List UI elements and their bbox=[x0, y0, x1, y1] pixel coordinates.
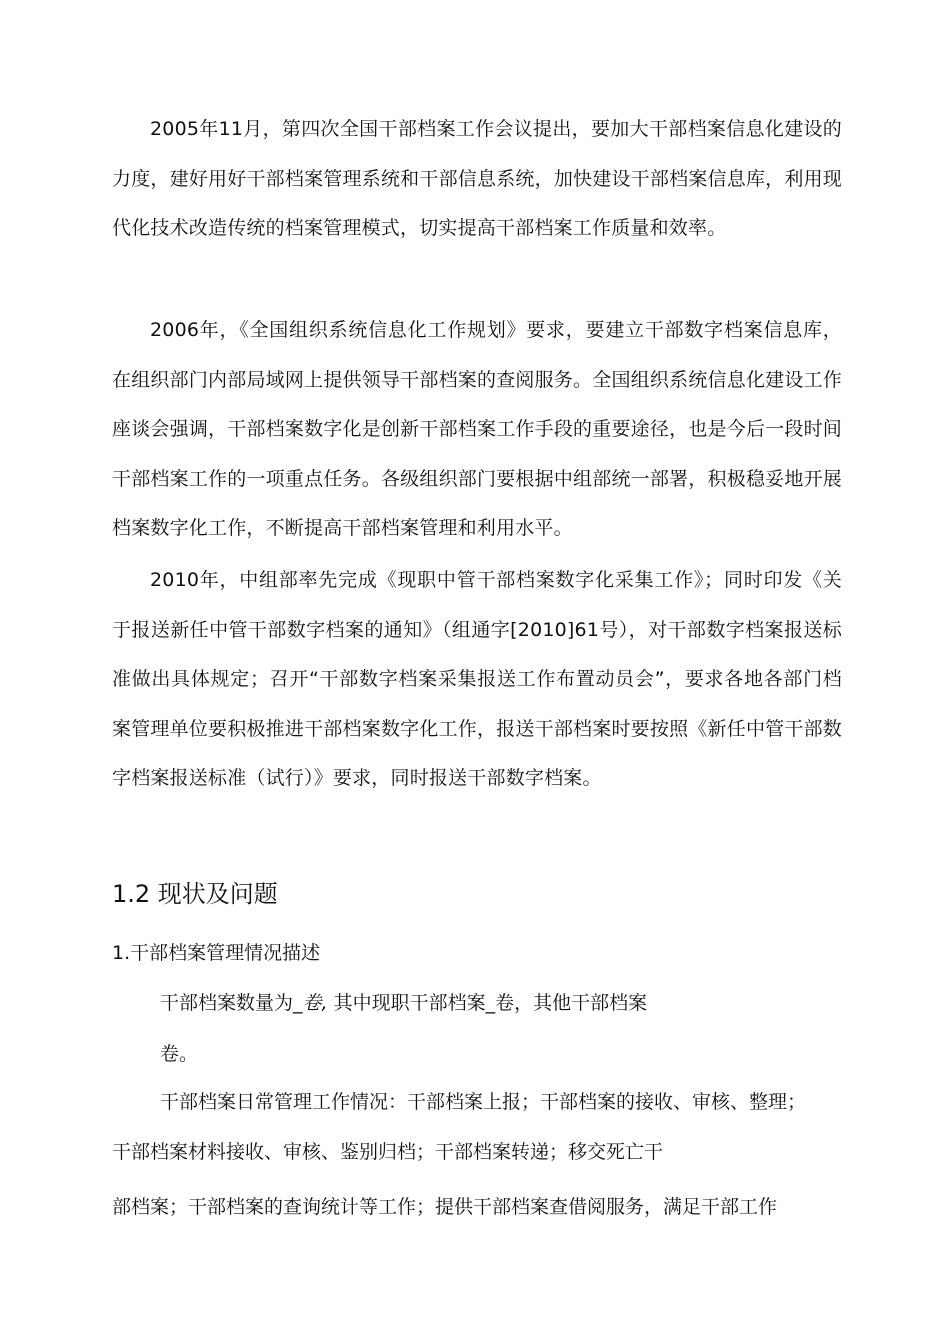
paragraph-2006: 2006年，《全国组织系统信息化工作规划》要求，要建立干部数字档案信息库，在组织部门内部局域网上提供领导干部档案的查阅服务。全国组织系统信息化建设工作座谈会强调，干部档案数字化是创新干部档案工作手段的重要途径，也是今后一段时间干部档案工作的一项重点任务。各级组织部门要根据中组部统一部署，积极稳妥地开展档案数字化工作，不断提高干部档案管理和利用水平。 bbox=[112, 319, 842, 539]
paragraph-2005: 2005年11月，第四次全国干部档案工作会议提出，要加大干部档案信息化建设的力度，建好用好干部档案管理系统和干部信息系统，加快建设干部档案信息库，利用现代化技术改造传统的档案管理模式，切实提高干部档案工作质量和效率。 bbox=[112, 118, 842, 239]
archive-count-end: 卷。 bbox=[160, 1043, 199, 1065]
section-heading: 1.2 现状及问题 bbox=[112, 880, 278, 908]
archive-count-prefix: 干部档案数量为_ bbox=[160, 992, 303, 1014]
archive-count-unit: 卷, bbox=[302, 992, 328, 1014]
work-line-3: 部档案；干部档案的查询统计等工作；提供干部档案查借阅服务，满足干部工作 bbox=[112, 1196, 778, 1218]
subsection-heading: 1.干部档案管理情况描述 bbox=[112, 942, 321, 964]
work-line-2: 干部档案材料接收、审核、鉴别归档；干部档案转递；移交死亡干 bbox=[112, 1141, 664, 1163]
archive-count-suffix: 其中现职干部档案_卷，其他干部档案 bbox=[327, 992, 648, 1014]
work-line-1: 干部档案日常管理工作情况：干部档案上报；干部档案的接收、审核、整理； bbox=[160, 1091, 807, 1113]
archive-count-line bbox=[160, 988, 647, 1018]
paragraph-2010: 2010年，中组部率先完成《现职中管干部档案数字化采集工作》；同时印发《关于报送新任中管干部数字档案的通知》（组通字[2010]61号），对干部数字档案报送标准做出具体规定；召开“干部数字档案采集报送工作布置动员会”，要求各地各部门档案管理单位要积极推进干部档案数字化工作，报送干部档案时要按照《新任中管干部数字档案报送标准（试行）》要求，同时报送干部数字档案。 bbox=[112, 569, 842, 789]
